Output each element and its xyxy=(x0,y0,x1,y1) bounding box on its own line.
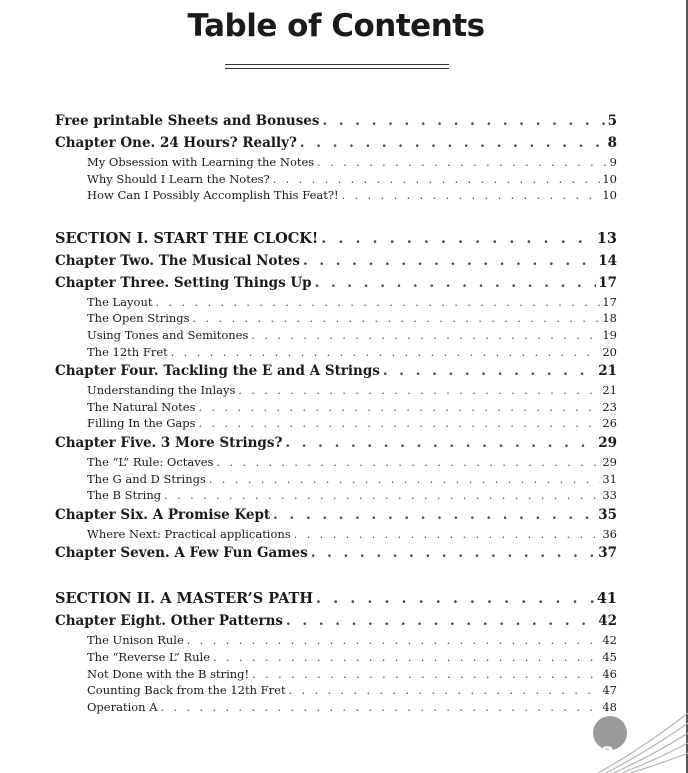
toc-entry-label: Operation A xyxy=(87,699,158,714)
toc-chapter-entry[interactable] xyxy=(55,432,617,454)
toc-subsection-entry[interactable] xyxy=(55,666,617,683)
toc-leader-dots xyxy=(317,155,607,171)
toc-chapter-entry[interactable] xyxy=(55,250,617,272)
toc-leader-dots xyxy=(209,472,600,488)
toc-entry-page: 20 xyxy=(602,344,617,359)
toc-leader-dots xyxy=(315,272,597,294)
toc-leader-dots xyxy=(251,328,600,344)
toc-leader-dots xyxy=(216,455,600,471)
toc-subsection-entry[interactable] xyxy=(55,649,617,666)
toc-entry-label: How Can I Possibly Accomplish This Feat?! xyxy=(87,188,339,203)
toc-entry-label: Chapter Three. Setting Things Up xyxy=(55,274,312,291)
toc-leader-dots xyxy=(294,527,601,543)
toc-entry-label: Why Should I Learn the Notes? xyxy=(87,171,270,186)
toc-entry-label: Counting Back from the 12th Fret xyxy=(87,683,286,698)
toc-entry-page: 26 xyxy=(602,416,617,431)
toc-entry-page: 42 xyxy=(602,633,617,648)
table-of-contents xyxy=(55,110,617,715)
toc-chapter-entry[interactable] xyxy=(55,272,617,294)
toc-entry-page: 21 xyxy=(602,383,617,398)
toc-entry-page: 31 xyxy=(602,471,617,486)
toc-leader-dots xyxy=(171,345,601,361)
toc-chapter-entry[interactable] xyxy=(55,360,617,382)
toc-entry-label: Chapter Four. Tackling the E and A Strings xyxy=(55,363,380,380)
toc-entry-page: 45 xyxy=(602,649,617,664)
toc-entry-page: 48 xyxy=(602,699,617,714)
toc-subsection-entry[interactable] xyxy=(55,154,617,171)
toc-entry-page: 10 xyxy=(602,188,617,203)
toc-subsection-entry[interactable] xyxy=(55,382,617,399)
toc-subsection-entry[interactable] xyxy=(55,327,617,344)
toc-leader-dots xyxy=(300,132,606,154)
title-underline-top xyxy=(225,64,449,65)
page-number: 3 xyxy=(600,743,614,765)
toc-entry-page: 47 xyxy=(602,683,617,698)
toc-entry-page: 8 xyxy=(607,135,617,151)
toc-entry-page: 29 xyxy=(602,454,617,469)
toc-subsection-entry[interactable] xyxy=(55,187,617,204)
toc-entry-page: 23 xyxy=(602,399,617,414)
toc-entry-label: The “Reverse L” Rule xyxy=(87,649,211,664)
toc-subsection-entry[interactable] xyxy=(55,294,617,311)
toc-leader-dots xyxy=(273,172,601,188)
toc-leader-dots xyxy=(155,295,600,311)
toc-entry-page: 17 xyxy=(602,294,617,309)
toc-subsection-entry[interactable] xyxy=(55,171,617,188)
toc-entry-page: 36 xyxy=(602,526,617,541)
toc-entry-label: SECTION I. START THE CLOCK! xyxy=(55,229,319,247)
toc-chapter-entry[interactable] xyxy=(55,110,617,132)
toc-entry-label: Chapter Two. The Musical Notes xyxy=(55,252,300,269)
toc-subsection-entry[interactable] xyxy=(55,454,617,471)
toc-entry-page: 37 xyxy=(598,545,617,562)
toc-entry-label: The Unison Rule xyxy=(87,633,184,648)
toc-entry-label: The G and D Strings xyxy=(87,471,206,486)
toc-entry-label: Free printable Sheets and Bonuses xyxy=(55,113,320,129)
section-gap xyxy=(55,564,617,588)
toc-entry-label: Chapter Six. A Promise Kept xyxy=(55,506,271,523)
toc-leader-dots xyxy=(161,700,601,716)
toc-leader-dots xyxy=(321,228,595,250)
toc-subsection-entry[interactable] xyxy=(55,682,617,699)
toc-leader-dots xyxy=(199,400,601,416)
toc-subsection-entry[interactable] xyxy=(55,487,617,504)
toc-leader-dots xyxy=(285,432,596,454)
toc-chapter-entry[interactable] xyxy=(55,504,617,526)
toc-entry-label: Using Tones and Semitones xyxy=(87,327,249,342)
toc-subsection-entry[interactable] xyxy=(55,632,617,649)
toc-entry-label: Chapter One. 24 Hours? Really? xyxy=(55,135,297,151)
toc-entry-page: 10 xyxy=(602,171,617,186)
toc-subsection-entry[interactable] xyxy=(55,471,617,488)
toc-leader-dots xyxy=(252,667,600,683)
toc-entry-page: 19 xyxy=(602,327,617,342)
toc-subsection-entry[interactable] xyxy=(55,399,617,416)
toc-entry-page: 41 xyxy=(596,590,617,608)
toc-leader-dots xyxy=(193,311,601,327)
toc-entry-page: 46 xyxy=(602,666,617,681)
toc-leader-dots xyxy=(303,250,596,272)
toc-leader-dots xyxy=(311,542,596,564)
toc-entry-page: 5 xyxy=(607,113,617,129)
toc-leader-dots xyxy=(286,610,596,632)
toc-leader-dots xyxy=(323,110,606,132)
toc-entry-page: 33 xyxy=(602,488,617,503)
toc-entry-label: My Obsession with Learning the Notes xyxy=(87,155,315,169)
toc-entry-page: 14 xyxy=(598,252,617,269)
toc-subsection-entry[interactable] xyxy=(55,310,617,327)
toc-entry-page: 18 xyxy=(602,311,617,326)
toc-leader-dots xyxy=(289,683,601,699)
toc-entry-label: SECTION II. A MASTER’S PATH xyxy=(55,590,314,608)
toc-section-entry[interactable] xyxy=(55,588,617,610)
toc-entry-label: Filling In the Gaps xyxy=(87,416,196,431)
toc-entry-label: The 12th Fret xyxy=(87,344,168,359)
toc-leader-dots xyxy=(164,488,600,504)
toc-subsection-entry[interactable] xyxy=(55,526,617,543)
page-title: Table of Contents xyxy=(187,8,485,44)
toc-leader-dots xyxy=(199,416,601,432)
toc-section-entry[interactable] xyxy=(55,228,617,250)
toc-subsection-entry[interactable] xyxy=(55,699,617,716)
toc-entry-page: 29 xyxy=(598,434,617,451)
toc-chapter-entry[interactable] xyxy=(55,132,617,154)
toc-entry-label: Chapter Eight. Other Patterns xyxy=(55,613,284,630)
toc-entry-label: Not Done with the B string! xyxy=(87,666,250,681)
toc-leader-dots xyxy=(187,633,601,649)
toc-entry-page: 13 xyxy=(596,229,617,247)
toc-leader-dots xyxy=(238,383,600,399)
toc-subsection-entry[interactable] xyxy=(55,344,617,361)
toc-entry-label: Understanding the Inlays xyxy=(87,383,236,398)
toc-entry-label: The Layout xyxy=(87,294,153,309)
toc-entry-label: The Natural Notes xyxy=(87,399,196,414)
toc-entry-page: 17 xyxy=(598,274,617,291)
toc-subsection-entry[interactable] xyxy=(55,415,617,432)
toc-entry-page: 21 xyxy=(598,363,617,380)
toc-leader-dots xyxy=(342,188,601,204)
toc-entry-label: The B String xyxy=(87,488,162,503)
toc-chapter-entry[interactable] xyxy=(55,610,617,632)
section-gap xyxy=(55,204,617,228)
toc-leader-dots xyxy=(316,588,595,610)
toc-entry-label: Chapter Seven. A Few Fun Games xyxy=(55,545,308,562)
toc-entry-label: The “L” Rule: Octaves xyxy=(87,454,214,469)
toc-entry-label: Where Next: Practical applications xyxy=(87,526,291,541)
toc-entry-page: 42 xyxy=(598,613,617,630)
toc-leader-dots xyxy=(383,360,596,382)
toc-entry-page: 9 xyxy=(609,155,617,169)
title-underline-bottom xyxy=(225,68,449,69)
toc-entry-label: Chapter Five. 3 More Strings? xyxy=(55,434,283,451)
toc-leader-dots xyxy=(213,650,600,666)
toc-entry-label: The Open Strings xyxy=(87,311,190,326)
toc-entry-page: 35 xyxy=(598,506,617,523)
toc-chapter-entry[interactable] xyxy=(55,542,617,564)
toc-leader-dots xyxy=(273,504,596,526)
